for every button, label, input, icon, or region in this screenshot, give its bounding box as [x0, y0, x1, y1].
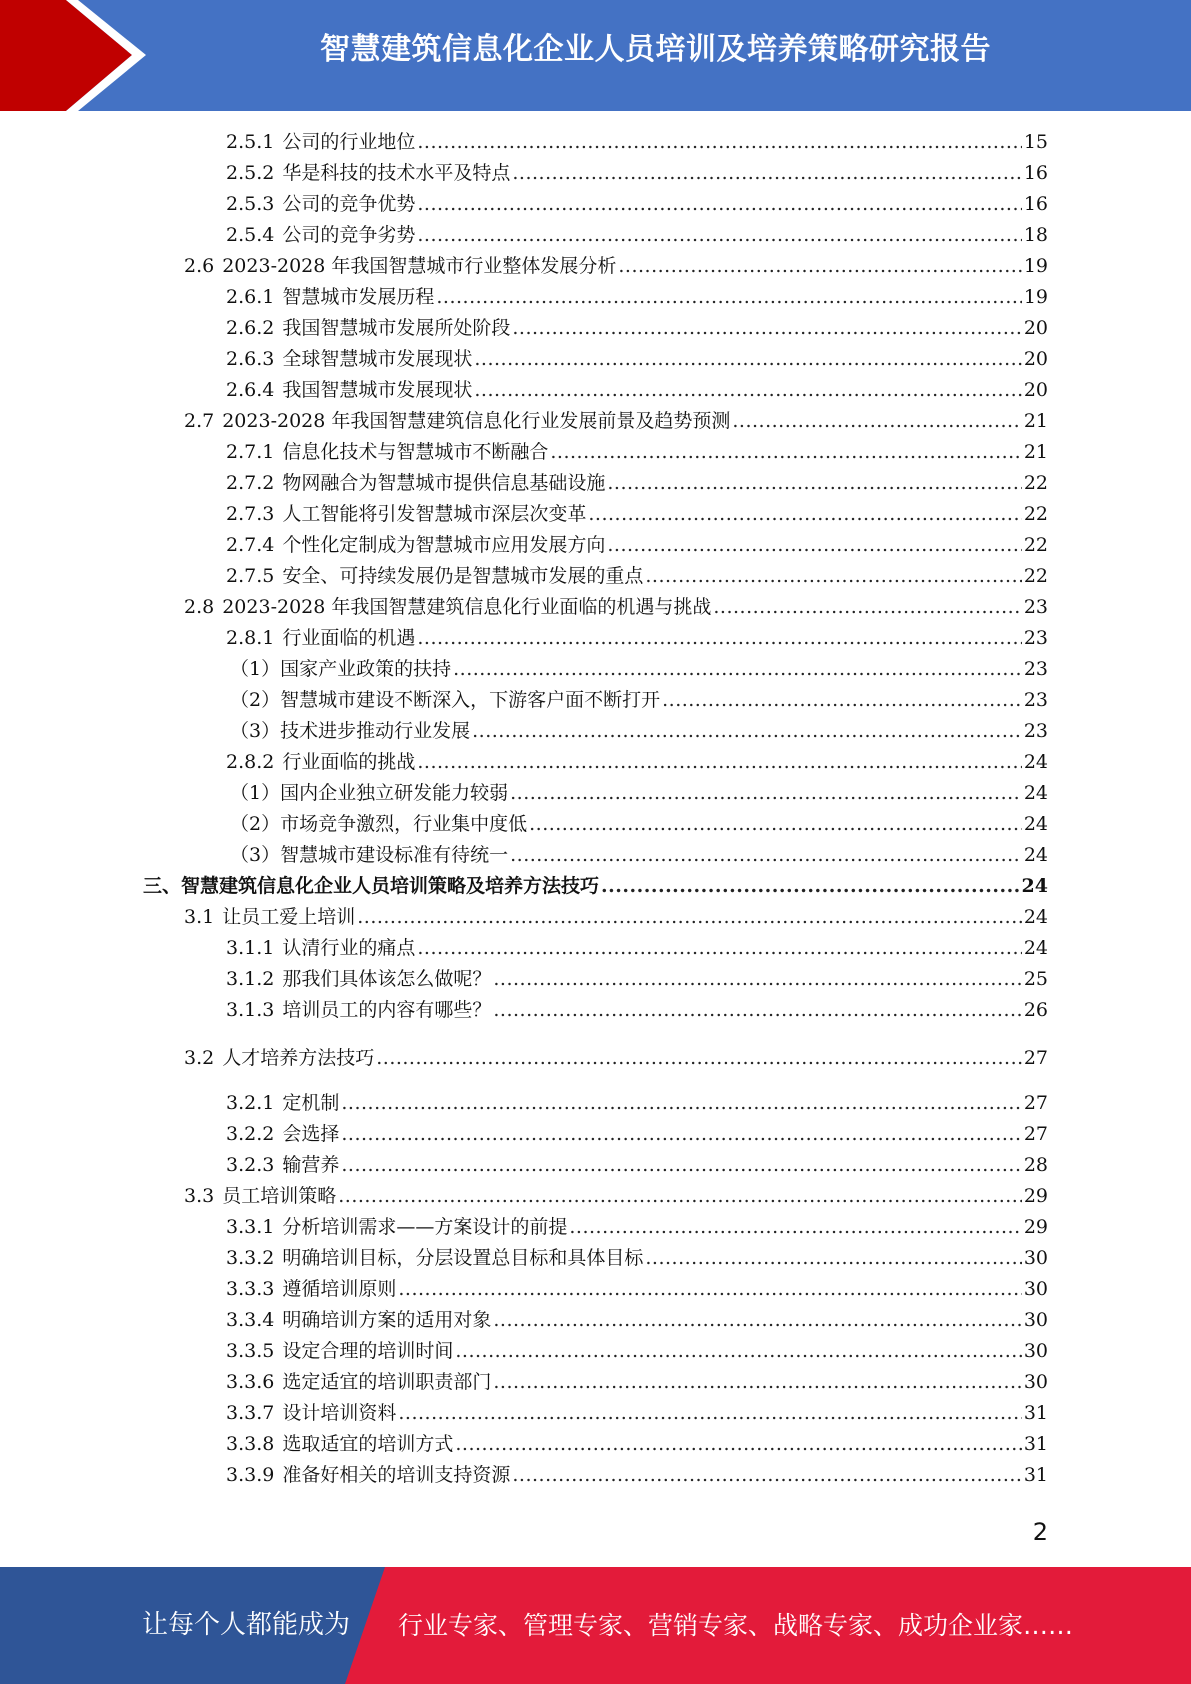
toc-entry-number: （2） — [230, 813, 281, 835]
toc-entry[interactable] — [184, 251, 1048, 281]
toc-entry[interactable] — [226, 1243, 1048, 1273]
toc-entry-page: 20 — [1023, 317, 1048, 339]
toc-entry-page: 26 — [1023, 999, 1048, 1021]
toc-entry[interactable] — [226, 623, 1048, 653]
toc-leader-dots — [472, 716, 1022, 746]
toc-leader-dots — [588, 499, 1021, 529]
toc-leader-dots — [510, 778, 1022, 808]
toc-entry-label: 2023-2028 年我国智慧建筑信息化行业发展前景及趋势预测 — [222, 410, 731, 432]
toc-entry-label: 公司的行业地位 — [282, 131, 416, 153]
toc-entry-number: 2.6 — [184, 255, 215, 277]
toc-entry-page: 24 — [1023, 937, 1048, 959]
toc-entry-number: 3.3.4 — [226, 1309, 275, 1331]
toc-entry-label: 公司的竞争优势 — [282, 193, 416, 215]
toc-entry-label: 人才培养方法技巧 — [222, 1047, 375, 1069]
toc-entry-page: 29 — [1023, 1216, 1048, 1238]
toc-entry[interactable] — [226, 1336, 1048, 1366]
toc-entry[interactable] — [184, 592, 1048, 622]
page-footer — [0, 1567, 1191, 1684]
toc-entry-number: （2） — [230, 689, 281, 711]
toc-entry[interactable] — [226, 933, 1048, 963]
toc-entry-label: 让员工爱上培训 — [222, 906, 356, 928]
toc-entry-page: 24 — [1023, 751, 1048, 773]
toc-entry-label: 行业面临的挑战 — [282, 751, 416, 773]
toc-leader-dots — [662, 685, 1022, 715]
toc-entry-number: 2.8 — [184, 596, 215, 618]
toc-leader-dots — [607, 468, 1021, 498]
toc-leader-dots — [455, 1336, 1021, 1366]
toc-leader-dots — [607, 530, 1021, 560]
toc-entry-label: 全球智慧城市发展现状 — [282, 348, 473, 370]
toc-entry[interactable] — [226, 127, 1048, 157]
toc-entry[interactable] — [226, 747, 1048, 777]
toc-entry-number: 2.5.4 — [226, 224, 275, 246]
toc-entry-number: 2.6.3 — [226, 348, 275, 370]
toc-entry-page: 31 — [1023, 1402, 1048, 1424]
toc-entry-page: 19 — [1023, 286, 1048, 308]
toc-leader-dots — [474, 375, 1021, 405]
toc-entry-number: 2.5.1 — [226, 131, 275, 153]
toc-entry-label: 2023-2028 年我国智慧建筑信息化行业面临的机遇与挑战 — [222, 596, 712, 618]
toc-leader-dots — [341, 1150, 1021, 1180]
toc-entry-page: 28 — [1023, 1154, 1048, 1176]
toc-entry-label: 明确培训目标，分层设置总目标和具体目标 — [282, 1247, 644, 1269]
toc-entry-number: 2.7.1 — [226, 441, 275, 463]
toc-entry-number: 3.3.3 — [226, 1278, 275, 1300]
toc-entry-label: 认清行业的痛点 — [282, 937, 416, 959]
toc-entry-number: 2.6.2 — [226, 317, 275, 339]
toc-entry-page: 27 — [1023, 1092, 1048, 1114]
toc-entry[interactable] — [184, 1043, 1048, 1073]
toc-entry-page: 22 — [1023, 565, 1048, 587]
toc-leader-dots — [338, 1181, 1022, 1211]
toc-entry-page: 30 — [1023, 1340, 1048, 1362]
toc-entry-page: 23 — [1023, 627, 1048, 649]
toc-entry-page: 30 — [1023, 1371, 1048, 1393]
toc-entry-number: 3.2.2 — [226, 1123, 275, 1145]
toc-entry-label: 技术进步推动行业发展 — [280, 720, 471, 742]
toc-entry-page: 24 — [1021, 875, 1048, 897]
toc-entry-label: 物网融合为智慧城市提供信息基础设施 — [282, 472, 606, 494]
toc-entry-number: （1） — [230, 782, 281, 804]
toc-entry-page: 30 — [1023, 1278, 1048, 1300]
toc-entry[interactable] — [184, 406, 1048, 436]
toc-entry-number: 三、 — [143, 875, 182, 897]
toc-entry-label: 市场竞争激烈，行业集中度低 — [280, 813, 528, 835]
toc-entry-page: 22 — [1023, 503, 1048, 525]
toc-entry-page: 27 — [1023, 1123, 1048, 1145]
toc-entry-number: （3） — [230, 844, 281, 866]
toc-entry-number: 2.6.4 — [226, 379, 275, 401]
toc-entry-number: 3.1 — [184, 906, 215, 928]
toc-entry-number: 2.5.2 — [226, 162, 275, 184]
toc-entry[interactable] — [226, 158, 1048, 188]
toc-entry-page: 24 — [1023, 906, 1048, 928]
footer-slogan-right: 行业专家、管理专家、营销专家、战略专家、成功企业家…… — [398, 1611, 1074, 1640]
toc-entry-label: 公司的竞争劣势 — [282, 224, 416, 246]
toc-leader-dots — [417, 747, 1021, 777]
toc-entry-label: 智慧城市建设不断深入，下游客户面不断打开 — [280, 689, 661, 711]
toc-leader-dots — [493, 1367, 1021, 1397]
toc-leader-dots — [474, 344, 1021, 374]
toc-entry[interactable] — [226, 1429, 1048, 1459]
toc-entry-label: 准备好相关的培训支持资源 — [282, 1464, 511, 1486]
document-title: 智慧建筑信息化企业人员培训及培养策略研究报告 — [320, 32, 991, 67]
toc-entry[interactable] — [226, 995, 1048, 1025]
toc-entry-page: 23 — [1023, 689, 1048, 711]
toc-entry-label: 那我们具体该怎么做呢？ — [282, 968, 492, 990]
toc-entry-page: 16 — [1023, 193, 1048, 215]
toc-entry-number: 3.3.1 — [226, 1216, 275, 1238]
toc-entry-number: 2.6.1 — [226, 286, 275, 308]
toc-entry-number: 3.2.1 — [226, 1092, 275, 1114]
toc-entry-number: 2.7.3 — [226, 503, 275, 525]
toc-entry[interactable] — [226, 530, 1048, 560]
toc-leader-dots — [569, 1212, 1021, 1242]
toc-entry-label: 华是科技的技术水平及特点 — [282, 162, 511, 184]
toc-leader-dots — [713, 592, 1021, 622]
toc-entry-page: 22 — [1023, 534, 1048, 556]
toc-entry-label: 培训员工的内容有哪些？ — [282, 999, 492, 1021]
toc-entry-number: 3.1.1 — [226, 937, 275, 959]
footer-slogan-left: 让每个人都能成为 — [142, 1610, 351, 1640]
toc-entry-label: 我国智慧城市发展现状 — [282, 379, 473, 401]
toc-entry[interactable] — [226, 313, 1048, 343]
toc-entry-page: 20 — [1023, 379, 1048, 401]
toc-entry[interactable] — [226, 344, 1048, 374]
toc-entry-label: 选定适宜的培训职责部门 — [282, 1371, 492, 1393]
toc-entry[interactable] — [230, 778, 1048, 808]
toc-entry-number: 3.3 — [184, 1185, 215, 1207]
toc-entry-number: （1） — [230, 658, 281, 680]
toc-entry[interactable] — [226, 468, 1048, 498]
toc-leader-dots — [341, 1119, 1021, 1149]
toc-leader-dots — [512, 313, 1021, 343]
toc-entry-number: 3.1.3 — [226, 999, 275, 1021]
toc-entry[interactable] — [184, 902, 1048, 932]
toc-entry-page: 18 — [1023, 224, 1048, 246]
toc-entry-number: 2.8.1 — [226, 627, 275, 649]
toc-entry-page: 29 — [1023, 1185, 1048, 1207]
toc-entry[interactable] — [230, 840, 1048, 870]
toc-entry-page: 30 — [1023, 1309, 1048, 1331]
toc-entry-label: 设计培训资料 — [282, 1402, 397, 1424]
toc-entry[interactable] — [226, 1274, 1048, 1304]
toc-entry-label: 安全、可持续发展仍是智慧城市发展的重点 — [282, 565, 644, 587]
toc-leader-dots — [550, 437, 1021, 467]
toc-leader-dots — [493, 964, 1021, 994]
toc-entry[interactable] — [226, 499, 1048, 529]
toc-entry-number: 3.3.7 — [226, 1402, 275, 1424]
toc-entry-label: 输营养 — [282, 1154, 340, 1176]
toc-entry[interactable] — [226, 1212, 1048, 1242]
toc-entry-label: 会选择 — [282, 1123, 340, 1145]
toc-entry-label: 员工培训策略 — [222, 1185, 337, 1207]
toc-entry[interactable] — [226, 1367, 1048, 1397]
toc-entry[interactable] — [143, 871, 1048, 901]
toc-entry-label: 国家产业政策的扶持 — [280, 658, 452, 680]
toc-leader-dots — [341, 1088, 1021, 1118]
toc-entry-number: 3.3.2 — [226, 1247, 275, 1269]
toc-entry-label: 定机制 — [282, 1092, 340, 1114]
toc-leader-dots — [645, 561, 1021, 591]
toc-leader-dots — [417, 127, 1021, 157]
toc-entry-number: （3） — [230, 720, 281, 742]
toc-entry-page: 23 — [1023, 596, 1048, 618]
toc-leader-dots — [417, 933, 1021, 963]
toc-entry-label: 智慧建筑信息化企业人员培训策略及培养方法技巧 — [181, 875, 600, 897]
toc-entry[interactable] — [226, 282, 1048, 312]
toc-leader-dots — [645, 1243, 1021, 1273]
toc-entry-label: 我国智慧城市发展所处阶段 — [282, 317, 511, 339]
toc-entry-page: 20 — [1023, 348, 1048, 370]
toc-entry-number: 3.2.3 — [226, 1154, 275, 1176]
toc-entry-label: 人工智能将引发智慧城市深层次变革 — [282, 503, 587, 525]
toc-leader-dots — [732, 406, 1021, 436]
toc-entry-label: 国内企业独立研发能力较弱 — [280, 782, 509, 804]
toc-leader-dots — [417, 220, 1021, 250]
toc-leader-dots — [493, 1305, 1021, 1335]
toc-entry-number: 3.3.6 — [226, 1371, 275, 1393]
toc-entry-number: 3.3.8 — [226, 1433, 275, 1455]
toc-leader-dots — [512, 158, 1021, 188]
toc-leader-dots — [453, 654, 1022, 684]
toc-entry-page: 31 — [1023, 1464, 1048, 1486]
toc-leader-dots — [398, 1274, 1021, 1304]
toc-leader-dots — [398, 1398, 1021, 1428]
toc-entry[interactable] — [226, 220, 1048, 250]
toc-entry[interactable] — [226, 1150, 1048, 1180]
toc-entry-label: 个性化定制成为智慧城市应用发展方向 — [282, 534, 606, 556]
toc-leader-dots — [357, 902, 1022, 932]
toc-entry-label: 2023-2028 年我国智慧城市行业整体发展分析 — [222, 255, 617, 277]
toc-entry-label: 智慧城市发展历程 — [282, 286, 435, 308]
toc-entry-page: 19 — [1023, 255, 1048, 277]
toc-entry[interactable] — [226, 1398, 1048, 1428]
toc-entry-number: 2.7 — [184, 410, 215, 432]
toc-entry[interactable] — [226, 375, 1048, 405]
toc-leader-dots — [601, 871, 1020, 901]
toc-leader-dots — [455, 1429, 1021, 1459]
toc-entry-page: 16 — [1023, 162, 1048, 184]
toc-entry-page: 24 — [1023, 782, 1048, 804]
toc-entry-label: 明确培训方案的适用对象 — [282, 1309, 492, 1331]
toc-entry[interactable] — [226, 1460, 1048, 1490]
toc-entry-page: 24 — [1023, 813, 1048, 835]
toc-entry[interactable] — [226, 437, 1048, 467]
toc-entry-number: 2.7.4 — [226, 534, 275, 556]
toc-entry[interactable] — [230, 685, 1048, 715]
toc-entry-label: 行业面临的机遇 — [282, 627, 416, 649]
toc-entry[interactable] — [230, 654, 1048, 684]
header-chevron-icon — [0, 0, 150, 111]
toc-entry-number: 2.7.2 — [226, 472, 275, 494]
toc-entry-page: 25 — [1023, 968, 1048, 990]
toc-entry-page: 21 — [1023, 441, 1048, 463]
toc-entry-number: 3.1.2 — [226, 968, 275, 990]
toc-entry-label: 遵循培训原则 — [282, 1278, 397, 1300]
toc-entry-label: 智慧城市建设标准有待统一 — [280, 844, 509, 866]
toc-entry-page: 23 — [1023, 720, 1048, 742]
toc-entry-page: 23 — [1023, 658, 1048, 680]
toc-entry-label: 选取适宜的培训方式 — [282, 1433, 454, 1455]
toc-entry-number: 3.3.9 — [226, 1464, 275, 1486]
toc-entry-label: 设定合理的培训时间 — [282, 1340, 454, 1362]
toc-entry-label: 信息化技术与智慧城市不断融合 — [282, 441, 549, 463]
page-number: 2 — [1032, 1518, 1048, 1546]
toc-entry-label: 分析培训需求——方案设计的前提 — [282, 1216, 568, 1238]
toc-entry-number: 2.8.2 — [226, 751, 275, 773]
toc-entry[interactable] — [230, 716, 1048, 746]
toc-entry[interactable] — [230, 809, 1048, 839]
toc-leader-dots — [510, 840, 1022, 870]
toc-entry[interactable] — [226, 1305, 1048, 1335]
toc-leader-dots — [417, 623, 1021, 653]
toc-leader-dots — [512, 1460, 1021, 1490]
toc-entry[interactable] — [226, 1088, 1048, 1118]
toc-entry-number: 2.7.5 — [226, 565, 275, 587]
toc-entry-page: 24 — [1023, 844, 1048, 866]
toc-leader-dots — [493, 995, 1021, 1025]
toc-leader-dots — [436, 282, 1021, 312]
toc-entry[interactable] — [226, 1119, 1048, 1149]
toc-entry[interactable] — [226, 561, 1048, 591]
toc-leader-dots — [618, 251, 1021, 281]
toc-entry[interactable] — [184, 1181, 1048, 1211]
toc-entry-page: 21 — [1023, 410, 1048, 432]
toc-entry-page: 31 — [1023, 1433, 1048, 1455]
toc-leader-dots — [529, 809, 1022, 839]
toc-entry-page: 15 — [1023, 131, 1048, 153]
toc-entry-number: 3.3.5 — [226, 1340, 275, 1362]
toc-entry-number: 3.2 — [184, 1047, 215, 1069]
toc-entry-page: 27 — [1023, 1047, 1048, 1069]
toc-entry-page: 22 — [1023, 472, 1048, 494]
toc-entry-page: 30 — [1023, 1247, 1048, 1269]
toc-entry[interactable] — [226, 189, 1048, 219]
page-header — [0, 0, 1191, 111]
toc-entry-number: 2.5.3 — [226, 193, 275, 215]
toc-leader-dots — [376, 1043, 1022, 1073]
toc-entry[interactable] — [226, 964, 1048, 994]
toc-leader-dots — [417, 189, 1021, 219]
